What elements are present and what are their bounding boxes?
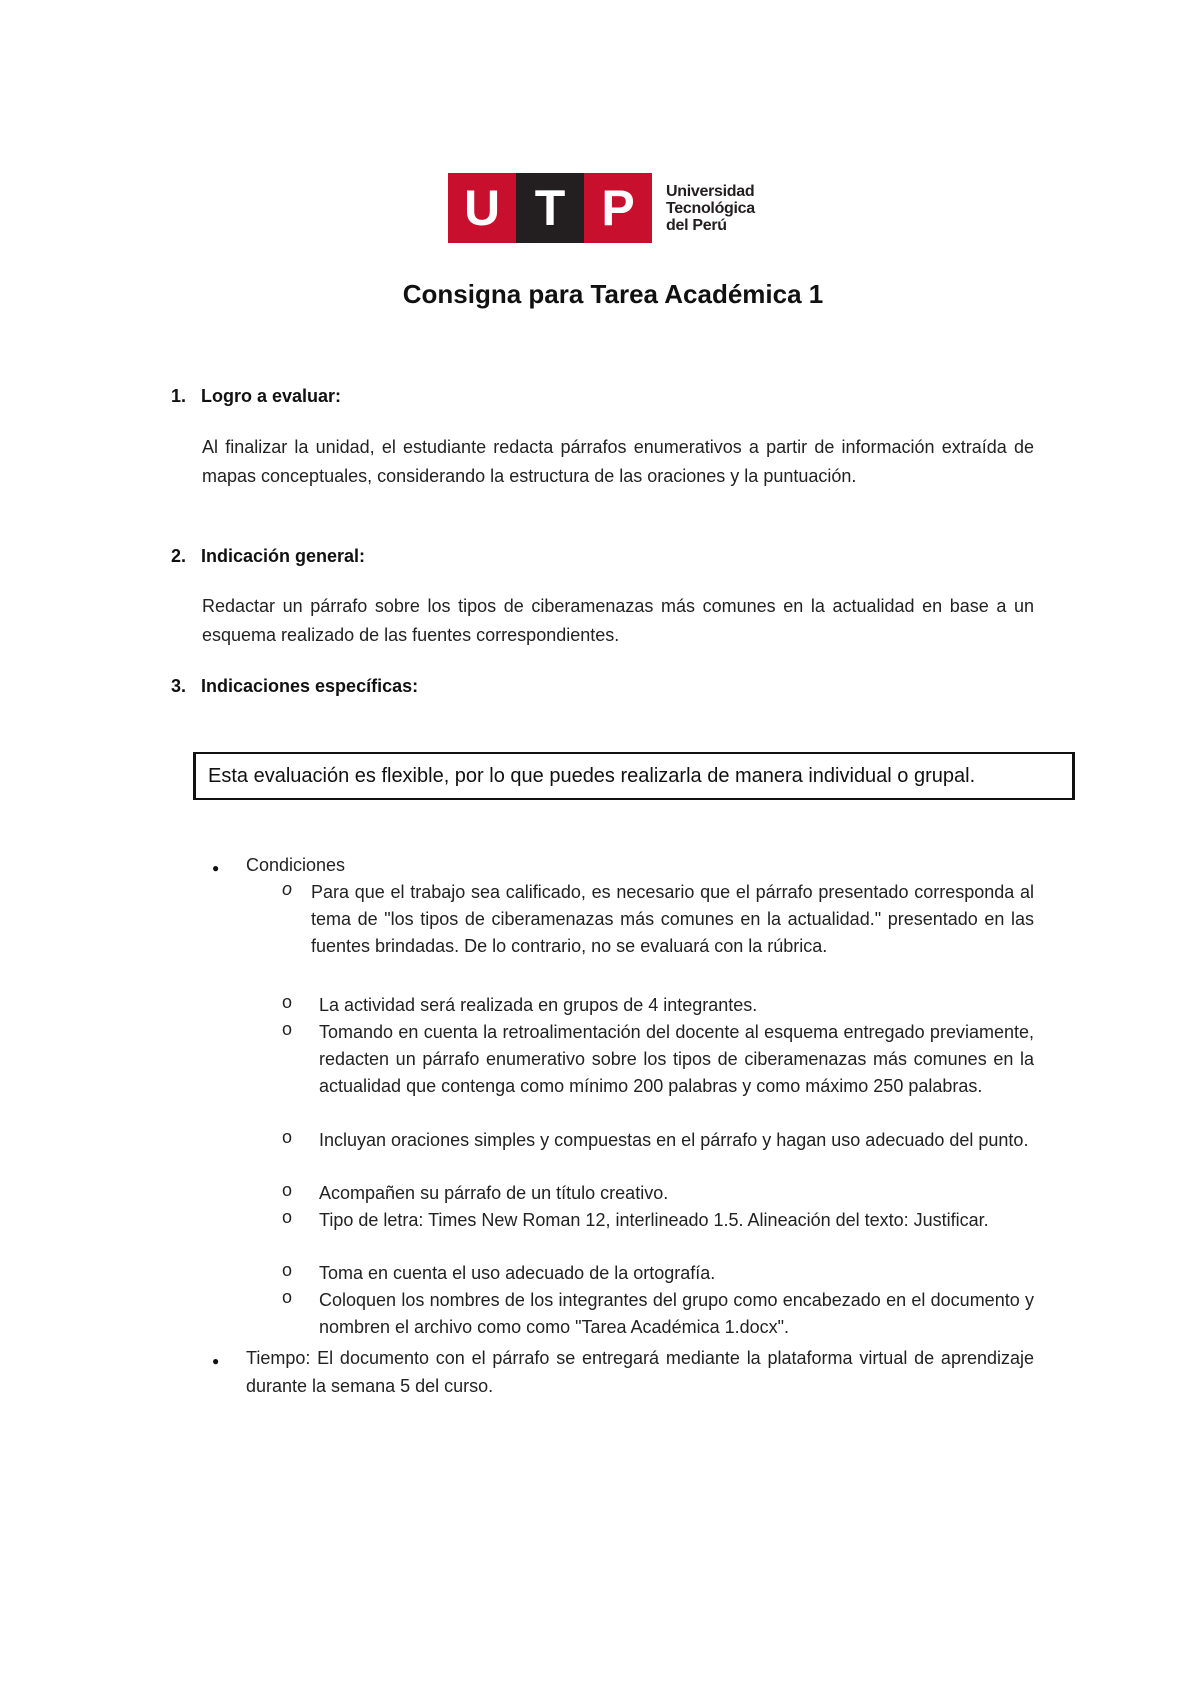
condition-item: La actividad será realizada en grupos de 4 integrantes.: [319, 995, 758, 1015]
logo-line: del Perú: [666, 216, 727, 234]
page-title: Consigna para Tarea Académica 1: [402, 279, 824, 309]
section-number: 3.: [171, 676, 187, 696]
condition-item: Incluyan oraciones simples y compuestas en el párrafo y hagan uso adecuado del punto.: [319, 1130, 1029, 1150]
sub-bullet-icon: o: [282, 879, 293, 899]
conditions-label: Condiciones: [246, 855, 346, 875]
logo-letter-p: P: [584, 173, 652, 243]
section-title: Logro a evaluar:: [201, 386, 342, 406]
condition-item: [311, 879, 1034, 960]
notice-text: Esta evaluación es flexible, por lo que puedes realizarla de manera individual o grupal.: [208, 764, 976, 787]
logo-line: Tecnológica: [666, 199, 755, 217]
section-number: 1.: [171, 386, 187, 406]
utp-logo: [448, 173, 755, 243]
condition-item: Tomando en cuenta la retroalimentación del docente al esquema entregado previamente, redacten un párrafo enumerativo sobre los tipos de ciberamenazas más comunes en la actualidad que contenga como mínimo 200 palabras y como máximo 250 palabras.: [319, 1022, 1034, 1096]
section-title: Indicaciones específicas:: [201, 676, 419, 696]
section-heading-indicacion-general: [171, 546, 365, 567]
time-item: Tiempo: El documento con el párrafo se entregará mediante la plataforma virtual de aprendizaje durante la semana 5 del curso.: [246, 1348, 1034, 1396]
paragraph-text: Redactar un párrafo sobre los tipos de ciberamenazas más comunes en la actualidad en base a un esquema realizado de las fuentes correspondientes.: [202, 596, 1034, 645]
sub-bullet-icon: o: [282, 1019, 293, 1039]
flexible-evaluation-notice: [193, 752, 1075, 800]
paragraph-text: Al finalizar la unidad, el estudiante redacta párrafos enumerativos a partir de información extraída de mapas conceptuales, considerando la estructura de las oraciones y la puntuación.: [202, 437, 1034, 486]
sub-bullet-icon: o: [282, 1180, 293, 1200]
logo-letter-u: U: [448, 173, 516, 243]
condition-item: Acompañen su párrafo de un título creativo.: [319, 1183, 669, 1203]
bullet-icon: ●: [212, 861, 220, 875]
sub-bullet-icon: o: [282, 1207, 293, 1227]
condition-item: Tipo de letra: Times New Roman 12, interlineado 1.5. Alineación del texto: Justificar.: [319, 1210, 989, 1230]
section-body-logro: [202, 433, 1034, 491]
sub-bullet-icon: o: [282, 992, 293, 1012]
section-heading-indicaciones-especificas: [171, 676, 418, 697]
logo-wordmark: [666, 183, 755, 234]
section-number: 2.: [171, 546, 187, 566]
condition-item: Coloquen los nombres de los integrantes del grupo como encabezado en el documento y nombren el archivo como como "Tarea Académica 1.docx".: [319, 1290, 1034, 1337]
bullet-icon: ●: [212, 1354, 220, 1368]
condition-item: Toma en cuenta el uso adecuado de la ortografía.: [319, 1263, 716, 1283]
section-body-indicacion-general: [202, 592, 1034, 650]
logo-letter-t: T: [516, 173, 584, 243]
section-heading-logro: [171, 386, 341, 407]
sub-bullet-icon: o: [282, 1127, 293, 1147]
condition-text: Para que el trabajo sea calificado, es necesario que el párrafo presentado corresponda al tema de "los tipos de ciberamenazas más comunes en la actualidad." presentado en las fuentes brindadas. De lo contrario, no se evaluará con la rúbrica.: [311, 882, 1034, 956]
logo-line: Universidad: [666, 182, 755, 200]
section-title: Indicación general:: [201, 546, 366, 566]
sub-bullet-icon: o: [282, 1287, 293, 1307]
sub-bullet-icon: o: [282, 1260, 293, 1280]
